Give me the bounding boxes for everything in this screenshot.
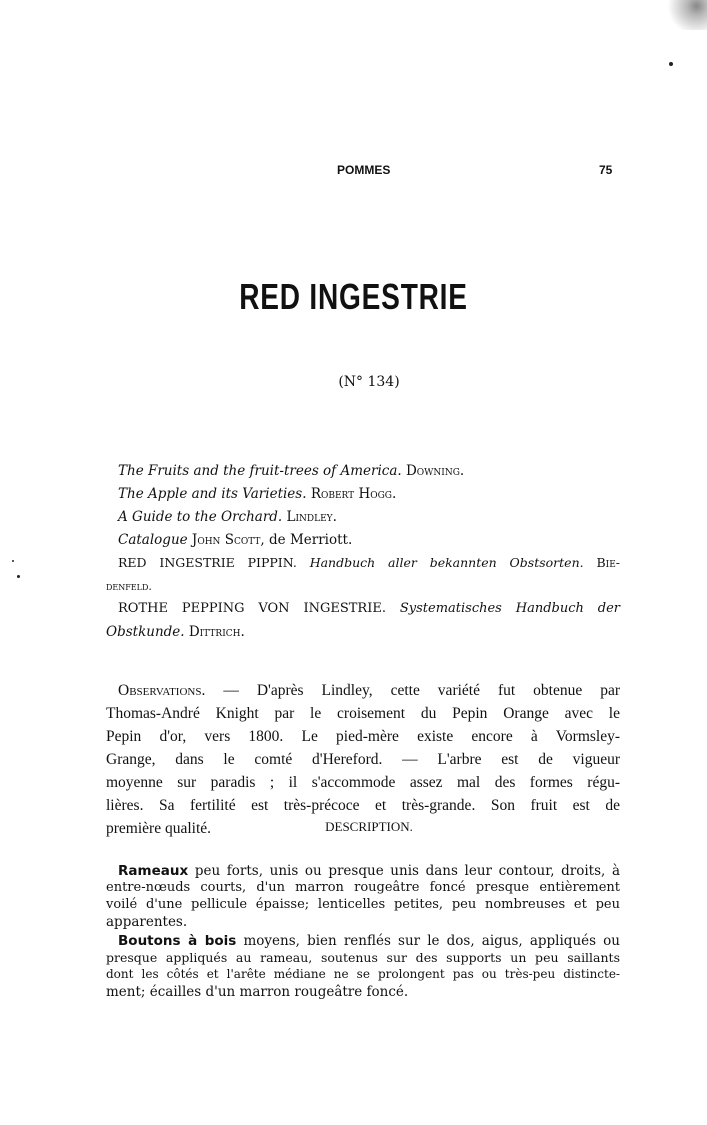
- reference: [118, 601, 620, 616]
- scan-speck: [12, 560, 14, 562]
- obs-line: moyenne sur paradis ; il s'accommode assez mal des formes régu-: [106, 774, 620, 791]
- reference: [118, 532, 620, 548]
- desc-line: apparentes.: [106, 914, 188, 930]
- reference: [118, 555, 620, 570]
- reference: [106, 624, 608, 640]
- page-number: 75: [599, 163, 613, 177]
- ref-name: ROTHE PEPPING VON INGESTRIE.: [118, 601, 386, 616]
- ref-author: Dittrich.: [188, 624, 245, 640]
- desc-line: presque appliqués au rameau, soutenus sur des supports un peu saillants: [106, 950, 620, 965]
- ref-title: The Fruits and the fruit-trees of America.: [118, 463, 402, 479]
- ref-title: Catalogue: [118, 532, 188, 548]
- ref-title: Obstkunde.: [106, 624, 185, 640]
- desc-line: ment; écailles d'un marron rougeâtre foncé.: [106, 984, 409, 1000]
- obs-line: [118, 682, 620, 700]
- ref-author: Downing.: [405, 463, 465, 479]
- obs-line: Thomas-André Knight par le croisement du Pepin Orange avec le: [106, 705, 620, 722]
- scan-corner-noise: [655, 0, 707, 30]
- ref-author: Bie-: [596, 555, 621, 570]
- desc-text: moyens, bien renflés sur le dos, aigus, appliqués ou: [243, 933, 621, 949]
- reference: [106, 578, 608, 594]
- ref-rest: de Merriott.: [269, 532, 353, 548]
- obs-line: lières. Sa fertilité est très-précoce et très-grande. Son fruit est de: [106, 797, 620, 814]
- description-heading: DESCRIPTION.: [325, 819, 413, 834]
- ref-title: Handbuch aller bekannten Obstsorten.: [309, 555, 584, 570]
- scan-speck: [669, 62, 673, 66]
- page-title: RED INGESTRIE: [239, 276, 468, 317]
- ref-name: RED INGESTRIE PIPPIN.: [118, 555, 297, 570]
- desc-line: [118, 933, 620, 949]
- ref-title: The Apple and its Varieties.: [118, 486, 307, 502]
- desc-line: dont les côtés et l'arête médiane ne se prolongent pas ou très-peu distincte-: [106, 967, 620, 981]
- scan-speck: [17, 575, 20, 578]
- reference: [118, 509, 620, 525]
- obs-line: Pepin d'or, vers 1800. Le pied-mère existe encore à Vormsley-: [106, 728, 620, 745]
- desc-line: entre-nœuds courts, d'un marron rougeâtre foncé presque entièrement: [106, 880, 620, 895]
- desc-line: [118, 863, 620, 879]
- obs-line: Grange, dans le comté d'Hereford. — L'arbre est de vigueur: [106, 751, 620, 768]
- reference: [118, 463, 620, 479]
- desc-text: peu forts, unis ou presque unis dans leur contour, droits, à: [194, 863, 620, 879]
- obs-text: — D'après Lindley, cette variété fut obtenue par: [223, 682, 621, 699]
- ref-author: John Scott,: [191, 532, 265, 548]
- ref-author: Robert Hogg.: [310, 486, 397, 502]
- rameaux-label: Rameaux: [118, 863, 189, 879]
- obs-line: première qualité.: [106, 820, 212, 837]
- ref-author: denfeld.: [106, 580, 152, 593]
- ref-author: Lindley.: [286, 509, 337, 525]
- obs-label: Observations.: [118, 682, 206, 699]
- variety-number: (N° 134): [338, 374, 400, 390]
- boutons-label: Boutons à bois: [118, 933, 237, 949]
- running-title: POMMES: [337, 163, 391, 177]
- desc-line: voilé d'une pellicule épaisse; lenticelles petites, peu nombreuses et peu: [106, 897, 620, 912]
- ref-title: A Guide to the Orchard.: [118, 509, 283, 525]
- ref-title: Systematisches Handbuch der: [399, 601, 620, 616]
- reference: [118, 486, 620, 502]
